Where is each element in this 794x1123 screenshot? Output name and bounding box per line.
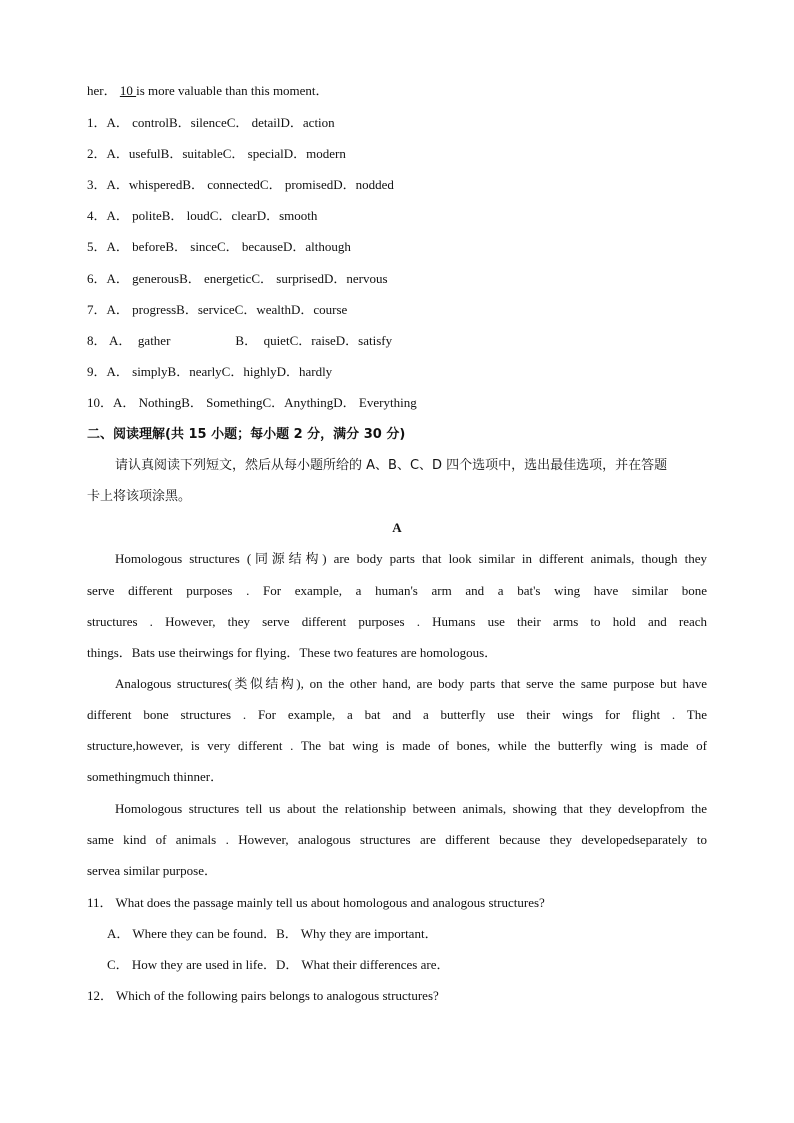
passage-line: structure,however, is very different . The bat wing is made of bones, while the butterfly wing is made of: [87, 738, 707, 753]
cloze-option-row: 5．A． beforeB． sinceC． becauseD．although: [87, 239, 351, 254]
question-12: 12． Which of the following pairs belongs to analogous structures?: [87, 988, 439, 1003]
passage-line: serve different purposes . For example, a human's arm and a bat's wing have similar bone: [87, 583, 707, 598]
passage-line: different bone structures . For example, a bat and a butterfly use their wings for flight . The: [87, 707, 707, 722]
sentence-start: her．: [87, 83, 117, 98]
passage-line: structures . However, they serve different purposes . Humans use their arms to hold and reach: [87, 614, 707, 629]
section-heading: 二、阅读理解(共 15 小题；每小题 2 分，满分 30 分): [87, 427, 406, 442]
question-11-options: C． How they are used in life．D． What their differences are．: [107, 957, 450, 972]
cloze-option-row: 8． A． gather B． quietC．raiseD．satisfy: [87, 333, 393, 348]
cloze-last-sentence: [87, 82, 707, 100]
passage-line: somethingmuch thinner．: [87, 769, 224, 784]
passage-label: A: [392, 520, 402, 535]
question-11: 11． What does the passage mainly tell us about homologous and analogous structures?: [87, 895, 545, 910]
passage-line: things．Bats use theirwings for flying．These two features are homologous．: [87, 645, 498, 660]
passage-line: Analogous structures(类似结构), on the other hand, are body parts that serve the same purpose but have: [115, 676, 707, 691]
cloze-option-row: 6．A． generousB． energeticC． surprisedD．nervous: [87, 271, 388, 286]
cloze-option-row: 1．A． controlB．silenceC． detailD．action: [87, 115, 335, 130]
sentence-end: is more valuable than this moment．: [136, 83, 329, 98]
cloze-option-row: 2．A．usefulB．suitableC． specialD．modern: [87, 146, 346, 161]
passage-line: Homologous structures (同源结构) are body parts that look similar in different animals, though they: [115, 551, 707, 566]
cloze-option-row: 3．A．whisperedB． connectedC． promisedD．nodded: [87, 177, 394, 192]
passage-line: same kind of animals . However, analogous structures are different because they developedseparately to: [87, 832, 707, 847]
passage-line: servea similar purpose．: [87, 863, 217, 878]
cloze-option-row: 10．A． NothingB． SomethingC．AnythingD． Everything: [87, 395, 417, 410]
section-instruction-line: 请认真阅读下列短文，然后从每小题所给的 A、B、C、D 四个选项中，选出最佳选项，并在答题: [115, 458, 668, 473]
cloze-option-row: 7．A． progressB．serviceC．wealthD．course: [87, 302, 348, 317]
section-instruction-line: 卡上将该项涂黑。: [87, 489, 192, 504]
answer-blank-10: 10: [119, 83, 137, 98]
question-11-options: A． Where they can be found．B． Why they are important．: [107, 926, 438, 941]
cloze-option-row: 4．A． politeB． loudC．clearD．smooth: [87, 208, 318, 223]
passage-line: Homologous structures tell us about the relationship between animals, showing that they developfrom the: [115, 801, 707, 816]
cloze-option-row: 9．A． simplyB．nearlyC．highlyD．hardly: [87, 364, 333, 379]
